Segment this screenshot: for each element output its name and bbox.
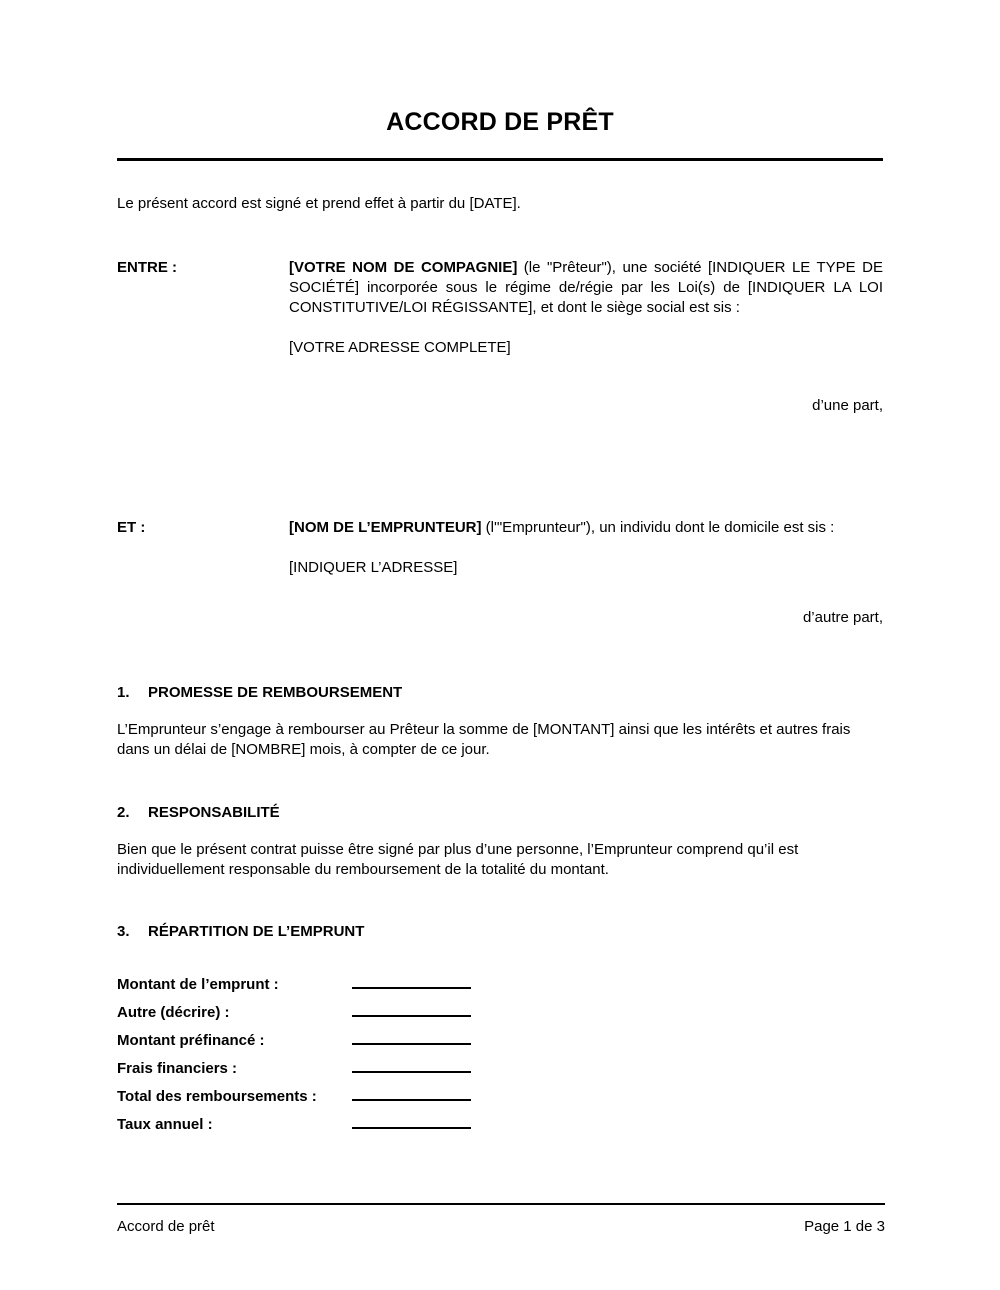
section-heading-3 bbox=[117, 922, 883, 942]
party-label-entre: ENTRE : bbox=[117, 258, 177, 276]
table-row bbox=[117, 1029, 471, 1057]
field-value-autre-decrire bbox=[352, 1001, 471, 1017]
page-title: ACCORD DE PRÊT bbox=[386, 108, 614, 136]
repartition-fields-body bbox=[117, 973, 471, 1141]
borrower-name-placeholder: [NOM DE L’EMPRUNTEUR] bbox=[289, 518, 482, 536]
party-body-borrower bbox=[289, 518, 883, 578]
borrower-address-placeholder: [INDIQUER L’ADRESSE] bbox=[289, 558, 458, 576]
field-value-frais-financiers bbox=[352, 1057, 471, 1073]
field-label-taux-annuel: Taux annuel : bbox=[117, 1115, 213, 1133]
field-label-autre-decrire: Autre (décrire) : bbox=[117, 1003, 230, 1021]
closer-lender: d’une part, bbox=[812, 396, 883, 414]
repartition-fields-table bbox=[117, 973, 471, 1141]
section-title-2: RESPONSABILITÉ bbox=[148, 803, 280, 821]
footer-row bbox=[117, 1217, 885, 1237]
closer-borrower: d’autre part, bbox=[802, 608, 883, 626]
section-heading-1 bbox=[117, 683, 883, 703]
field-value-total-remboursements bbox=[352, 1085, 471, 1101]
section-number-2: 2. bbox=[117, 803, 130, 821]
field-label-frais-financiers: Frais financiers : bbox=[117, 1059, 238, 1077]
field-input-frais-financiers[interactable] bbox=[352, 1057, 471, 1085]
field-label-montant-prefinance: Montant préfinancé : bbox=[117, 1031, 265, 1049]
lender-name-placeholder: [VOTRE NOM DE COMPAGNIE] bbox=[289, 258, 518, 276]
party-body-lender bbox=[289, 258, 883, 358]
table-row bbox=[117, 1001, 471, 1029]
table-row bbox=[117, 1057, 471, 1085]
field-value-montant-emprunt bbox=[352, 973, 471, 989]
section-body-2: Bien que le présent contrat puisse être signé par plus d’une personne, l’Emprunteur comprend qu’il est individuellement responsable du remboursement de la totalité du montant. bbox=[117, 840, 799, 878]
lender-address-placeholder: [VOTRE ADRESSE COMPLETE] bbox=[289, 338, 511, 356]
lender-description: (le "Prêteur"), une société [INDIQUER LE TYPE DE SOCIÉTÉ] incorporée sous le régime de/régie par les Loi(s) de [INDIQUER LA LOI CONSTITUTIVE/LOI RÉGISSANTE], et dont le siège social est sis : bbox=[289, 258, 883, 316]
section-body-1: L’Emprunteur s’engage à rembourser au Prêteur la somme de [MONTANT] ainsi que les intérêts et autres frais dans un délai de [NOMBRE] mois, à compter de ce jour. bbox=[117, 720, 851, 758]
section-title-1: PROMESSE DE REMBOURSEMENT bbox=[148, 683, 403, 701]
party-block-lender bbox=[117, 258, 883, 358]
section-number-3: 3. bbox=[117, 922, 130, 940]
table-row bbox=[117, 1113, 471, 1141]
field-input-autre-decrire[interactable] bbox=[352, 1001, 471, 1029]
table-row bbox=[117, 973, 471, 1001]
party-label-et: ET : bbox=[117, 518, 146, 536]
field-input-taux-annuel[interactable] bbox=[352, 1113, 471, 1141]
field-value-taux-annuel bbox=[352, 1113, 471, 1129]
footer-document-name: Accord de prêt bbox=[117, 1218, 215, 1235]
borrower-description: (l'"Emprunteur"), un individu dont le domicile est sis : bbox=[481, 518, 835, 536]
intro-paragraph: Le présent accord est signé et prend effet à partir du [DATE]. bbox=[117, 194, 521, 212]
field-label-montant-emprunt: Montant de l’emprunt : bbox=[117, 975, 279, 993]
party-block-borrower bbox=[117, 518, 883, 578]
field-label-total-remboursements: Total des remboursements : bbox=[117, 1087, 317, 1105]
section-title-3: RÉPARTITION DE L’EMPRUNT bbox=[148, 922, 365, 940]
page-footer bbox=[117, 1203, 885, 1237]
field-input-montant-prefinance[interactable] bbox=[352, 1029, 471, 1057]
table-row bbox=[117, 1085, 471, 1113]
footer-page-number: Page 1 de 3 bbox=[804, 1218, 885, 1235]
footer-divider bbox=[117, 1203, 885, 1205]
section-number-1: 1. bbox=[117, 683, 130, 701]
document-content bbox=[117, 0, 883, 1141]
section-heading-2 bbox=[117, 803, 883, 823]
field-value-montant-prefinance bbox=[352, 1029, 471, 1045]
field-input-total-remboursements[interactable] bbox=[352, 1085, 471, 1113]
field-input-montant-emprunt[interactable] bbox=[352, 973, 471, 1001]
header-divider bbox=[117, 158, 883, 161]
